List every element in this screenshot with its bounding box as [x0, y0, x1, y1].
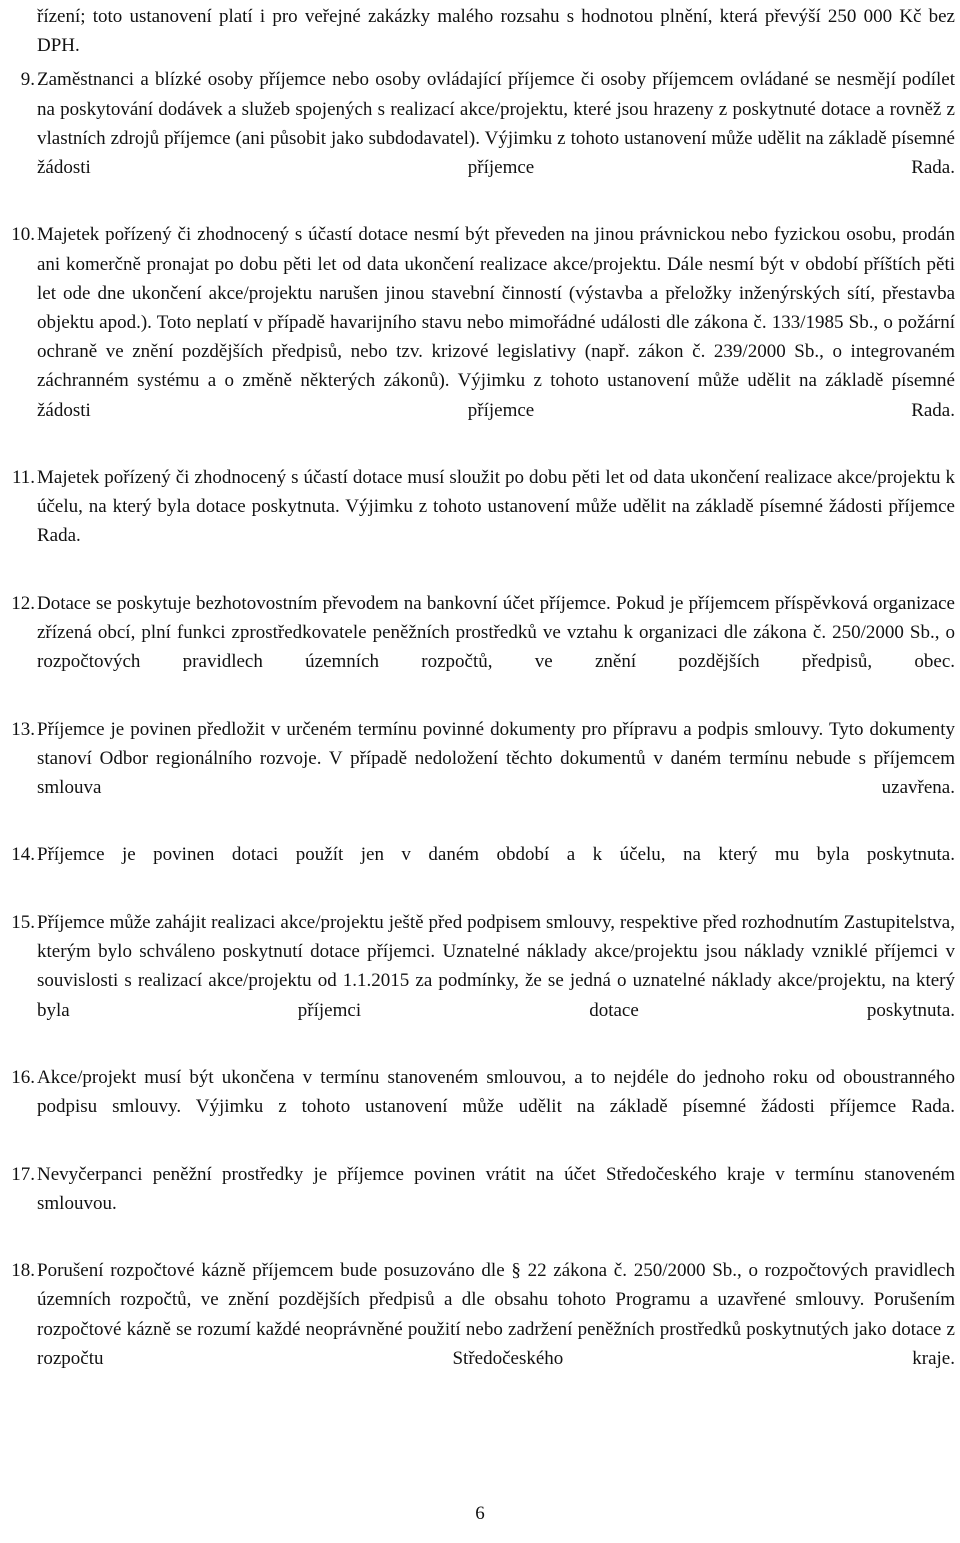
item-text: Zaměstnanci a blízké osoby příjemce nebo osoby ovládající příjemce či osoby příjemcem ovládané se nesmějí podílet na poskytování dodávek a služeb spojených s realizací akce/projektu, které jsou hrazeny z poskytnuté dotace a rovněž z vlastních zdrojů příjemce (ani působit jako subdodavatel). Výjimku z tohoto ustanovení může udělit na základě písemné žádosti příjemce Rada.: [37, 69, 955, 179]
list-item-12: [11, 589, 955, 706]
item-text: Příjemce je povinen dotaci použít jen v daném období a k účelu, na který mu byla poskytnuta.: [37, 844, 955, 866]
item-text: Porušení rozpočtové kázně příjemcem bude posuzováno dle § 22 zákona č. 250/2000 Sb., o rozpočtových pravidlech územních rozpočtů, ve znění pozdějších předpisů a dle obsahu tohoto Programu a uzavřené smlouvy. Porušením rozpočtové kázně se rozumí každé neoprávněné použití nebo zadržení peněžních prostředků poskytnutých jako dotace z rozpočtu Středočeského kraje.: [37, 1260, 955, 1369]
list-item-15: [11, 908, 955, 1054]
item-number: 17.: [11, 1163, 35, 1185]
item-text: Příjemce může zahájit realizaci akce/projektu ještě před podpisem smlouvy, respektive před rozhodnutím Zastupitelstva, kterým bylo schváleno poskytnutí dotace příjemci. Uznatelné náklady akce/projektu jsou náklady vzniklé příjemci v souvislosti s realizací akce/projektu od 1.1.2015 za podmínky, že se jedná o uznatelné náklady akce/projektu, na který byla příjemci dotace poskytnuta.: [37, 911, 955, 1021]
document-body: [11, 0, 955, 1402]
item-text: Majetek pořízený či zhodnocený s účastí dotace nesmí být převeden na jinou právnickou nebo fyzickou osobu, prodán ani komerčně pronajat po dobu pěti let od data ukončení realizace akce/projektu. Dále nesmí být v období příštích pěti let ode dne ukončení akce/projektu narušen jinou stavební činností (výstavba a přeložky inženýrských sítí, přestavba objektu apod.). Toto neplatí v případě havarijního stavu nebo mimořádné události dle zákona č. 133/1985 Sb., o požární ochraně ve znění pozdějších předpisů, nebo tzv. krizové legislativy (např. zákon č. 239/2000 Sb., o integrovaném záchranném systému a o změně některých zákonů). Výjimku z tohoto ustanovení může udělit na základě písemné žádosti příjemce Rada.: [37, 224, 955, 421]
item-number: 14.: [11, 844, 35, 866]
list-item-18: [11, 1256, 955, 1402]
list-item-11: [11, 463, 955, 580]
list-item-14: [11, 840, 955, 898]
item-number: 16.: [11, 1066, 35, 1088]
item-number: 10.: [11, 224, 35, 246]
list-item-13: [11, 715, 955, 832]
list-item-10: [11, 220, 955, 454]
item-number: 12.: [11, 592, 35, 614]
item-number: 15.: [11, 911, 35, 933]
item-text: Nevyčerpanci peněžní prostředky je příjemce povinen vrátit na účet Středočeského kraje v termínu stanoveném smlouvou.: [37, 1163, 955, 1214]
item-number: 13.: [11, 718, 35, 740]
item-text: Příjemce je povinen předložit v určeném termínu povinné dokumenty pro přípravu a podpis smlouvy. Tyto dokumenty stanoví Odbor regionálního rozvoje. V případě nedoložení těchto dokumentů v daném termínu nebude s příjemcem smlouva uzavřena.: [37, 718, 955, 799]
list-item-17: [11, 1160, 955, 1248]
item-text: Akce/projekt musí být ukončena v termínu stanoveném smlouvou, a to nejdéle do jednoho roku od oboustranného podpisu smlouvy. Výjimku z tohoto ustanovení může udělit na základě písemné žádosti příjemce Rada.: [37, 1066, 955, 1118]
list-item-16: [11, 1063, 955, 1151]
item-text: Majetek pořízený či zhodnocený s účastí dotace musí sloužit po dobu pěti let od data ukončení realizace akce/projektu k účelu, na který byla dotace poskytnuta. Výjimku z tohoto ustanovení může udělit na základě písemné žádosti příjemce Rada.: [37, 467, 955, 547]
lead-paragraph: řízení; toto ustanovení platí i pro veřejné zakázky malého rozsahu s hodnotou plnění, která převýší 250 000 Kč bez DPH.: [37, 6, 955, 57]
list-item-9: [20, 65, 955, 211]
item-text: Dotace se poskytuje bezhotovostním převodem na bankovní účet příjemce. Pokud je příjemcem příspěvková organizace zřízená obcí, plní funkci zprostředkovatele peněžních prostředků ve vztahu k organizaci dle zákona č. 250/2000 Sb., o rozpočtových pravidlech územních rozpočtů, ve znění pozdějších předpisů, obec.: [37, 592, 955, 673]
item-number: 18.: [11, 1260, 35, 1282]
page-number: 6: [475, 1503, 485, 1524]
item-number: 11.: [11, 467, 35, 489]
item-number: 9.: [20, 69, 35, 91]
